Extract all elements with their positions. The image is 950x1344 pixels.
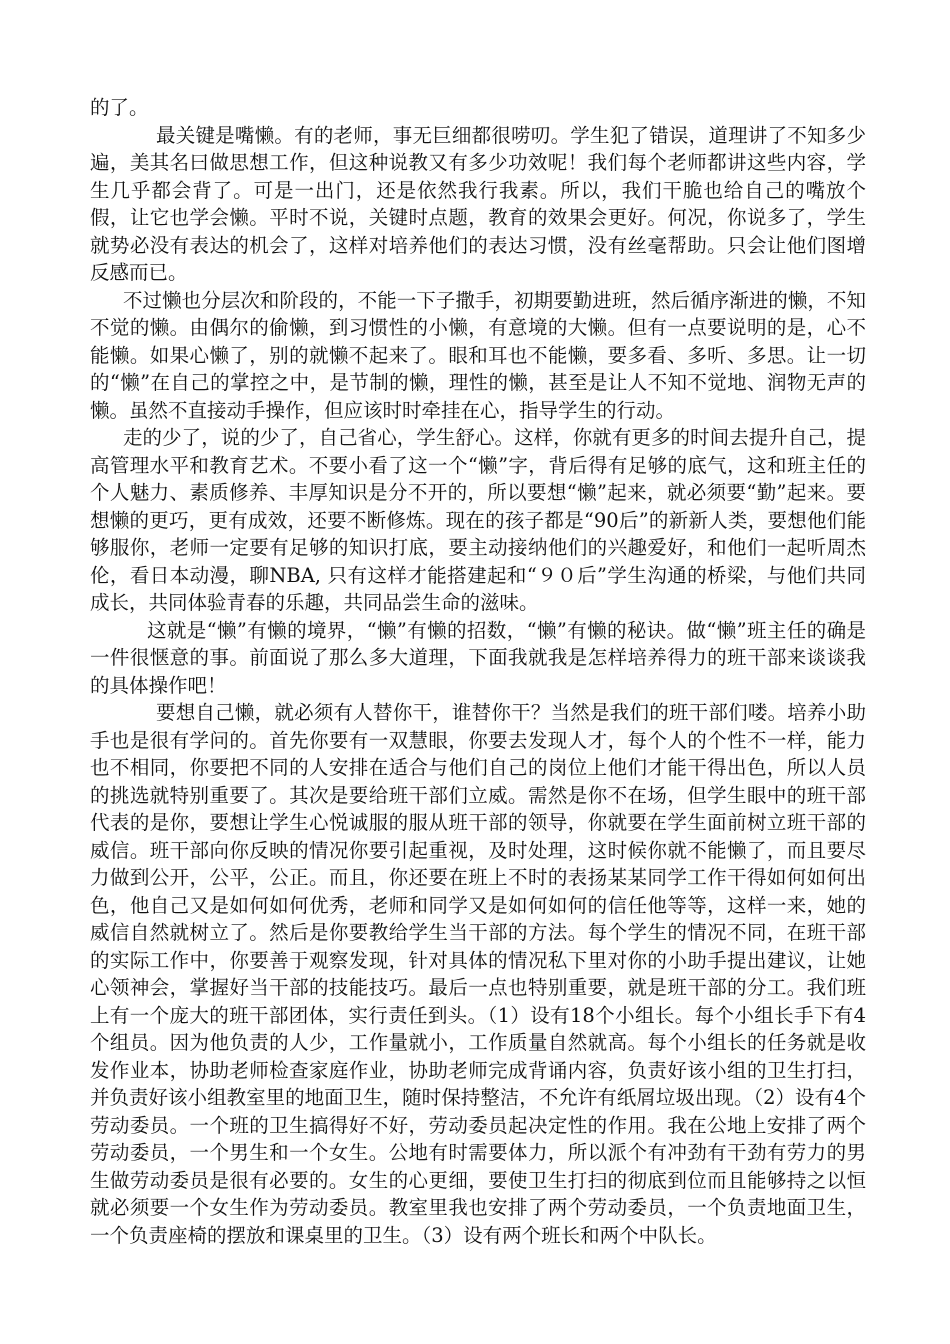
paragraph-6: 要想自己懒，就必须有人替你干，谁替你干？当然是我们的班干部们喽。培养小助手也是很有学问的。首先你要有一双慧眼，你要去发现人才，每个人的个性不一样，能力也不相同，你要把不同的人安排在适合与他们自己的岗位上他们才能干得出色，所以人员的挑选就特别重要了。其次是要给班干部们立威。需然是你不在场，但学生眼中的班干部代表的是你，要想让学生心悦诚服的服从班干部的领导，你就要在学生面前树立班干部的威信。班干部向你反映的情况你要引起重视，及时处理，这时候你就不能懒了，而且要尽力做到公开，公平，公正。而且，你还要在班上不时的表扬某某同学工作干得如何如何出色，他自己又是如何如何优秀，老师和同学又是如何如何的信任他等等，这样一来，她的威信自然就树立了。然后是你要教给学生当干部的方法。每个学生的情况不同，在班干部的实际工作中，你要善于观察发现，针对具体的情况私下里对你的小助手提出建议，让她心领神会，掌握好当干部的技能技巧。最后一点也特别重要，就是班干部的分工。我们班上有一个庞大的班干部团体，实行责任到头。（1）设有18个小组长。每个小组长手下有4个组员。因为他负责的人少，工作量就小，工作质量自然就高。每个小组长的任务就是收发作业本，协助老师检查家庭作业，协助老师完成背诵内容，负责好该小组的卫生打扫，并负责好该小组教室里的地面卫生，随时保持整洁，不允许有纸屑垃圾出现。（2）设有4个劳动委员。一个班的卫生搞得好不好，劳动委员起决定性的作用。我在公地上安排了两个劳动委员，一个男生和一个女生。公地有时需要体力，所以派个有冲劲有干劲有劳力的男生做劳动委员是很有必要的。女生的心更细，要使卫生打扫的彻底到位而且能够持之以恒就必须要一个女生作为劳动委员。教室里我也安排了两个劳动委员，一个负责地面卫生，一个负责座椅的摆放和课桌里的卫生。（3）设有两个班长和两个中队长。 xyxy=(90,701,866,1247)
paragraph-5: 这就是“懒”有懒的境界，“懒”有懒的招数，“懒”有懒的秘诀。做“懒”班主任的确是一件很惬意的事。前面说了那么多大道理，下面我就我是怎样培养得力的班干部来谈谈我的具体操作吧！ xyxy=(90,618,866,697)
paragraph-4: 走的少了，说的少了，自己省心，学生舒心。这样，你就有更多的时间去提升自己，提高管理水平和教育艺术。不要小看了这一个“懒”字，背后得有足够的底气，这和班主任的个人魅力、素质修养、丰厚知识是分不开的，所以要想“懒”起来，就必须要“勤”起来。要想懒的更巧，更有成效，还要不断修炼。现在的孩子都是“90后”的新新人类，要想他们能够服你，老师一定要有足够的知识打底，要主动接纳他们的兴趣爱好，和他们一起听周杰伦，看日本动漫，聊NBA, 只有这样才能搭建起和“９０后”学生沟通的桥梁，与他们共同成长，共同体验青春的乐趣，共同品尝生命的滋味。 xyxy=(90,426,866,614)
document-page xyxy=(90,94,866,1249)
paragraph-1: 的了。 xyxy=(90,96,149,119)
paragraph-2: 最关键是嘴懒。有的老师，事无巨细都很唠叨。学生犯了错误，道理讲了不知多少遍，美其名曰做思想工作，但这种说教又有多少功效呢！我们每个老师都讲这些内容，学生几乎都会背了。可是一出门，还是依然我行我素。所以，我们干脆也给自己的嘴放个假，让它也学会懒。平时不说，关键时点题，教育的效果会更好。何况，你说多了，学生就势必没有表达的机会了，这样对培养他们的表达习惯，没有丝毫帮助。只会让他们图增反感而已。 xyxy=(90,123,866,284)
paragraph-3: 不过懒也分层次和阶段的，不能一下子撒手，初期要勤进班，然后循序渐进的懒，不知不觉的懒。由偶尔的偷懒，到习惯性的小懒，有意境的大懒。但有一点要说明的是，心不能懒。如果心懒了，别的就懒不起来了。眼和耳也不能懒，要多看、多听、多思。让一切的“懒”在自己的掌控之中，是节制的懒，理性的懒，甚至是让人不知不觉地、润物无声的懒。虽然不直接动手操作，但应该时时牵挂在心，指导学生的行动。 xyxy=(90,288,866,422)
